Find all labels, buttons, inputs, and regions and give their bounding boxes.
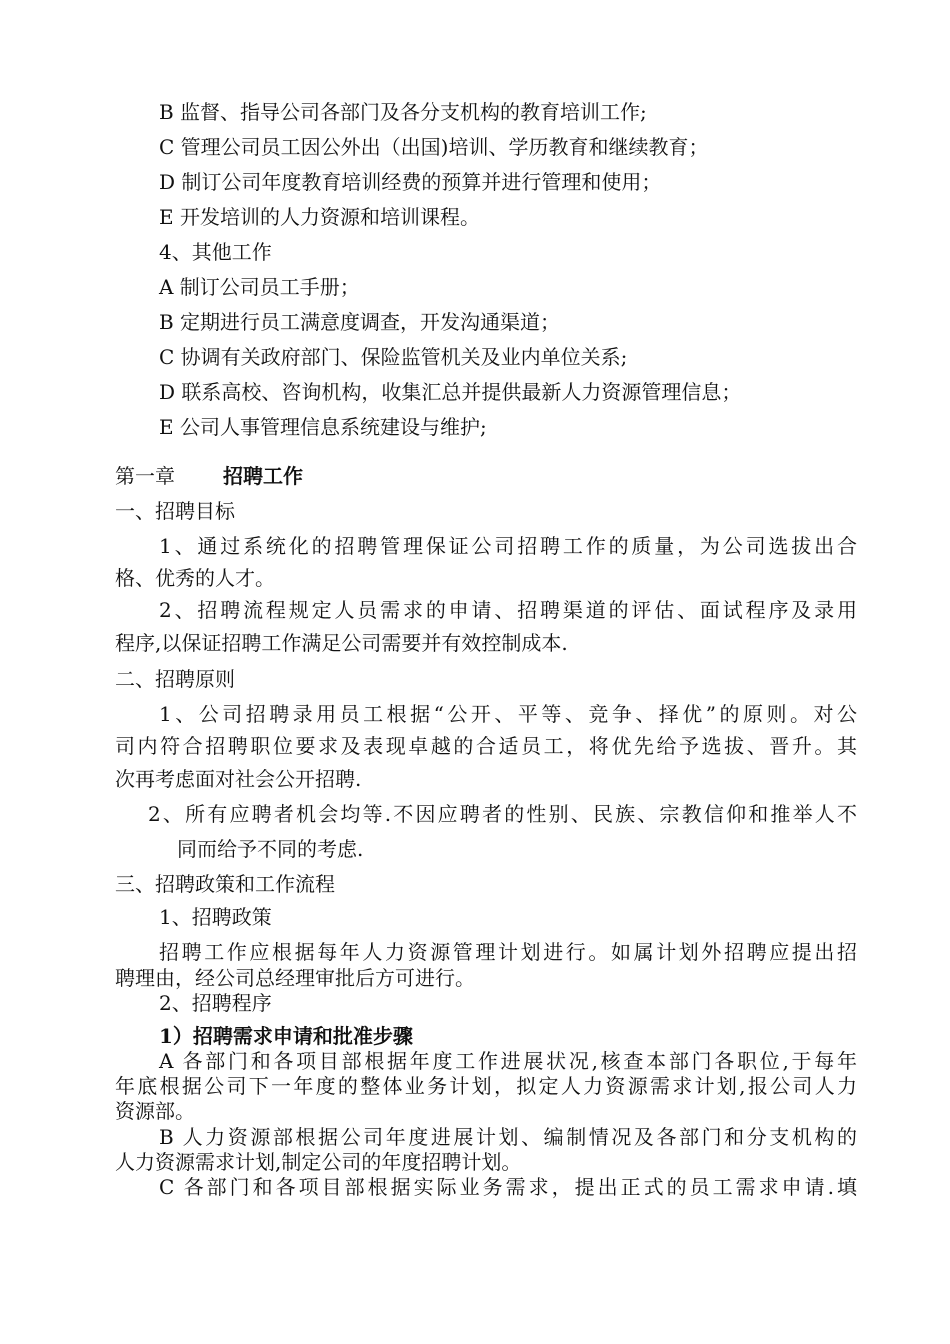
other-work-item-e: E 公司人事管理信息系统建设与维护;	[159, 415, 487, 439]
chapter-title: 招聘工作	[223, 464, 303, 488]
section2-p2-line1: 2、所有应聘者机会均等.不因应聘者的性别、民族、宗教信仰和推举人不	[148, 802, 857, 826]
chapter-label: 第一章	[115, 464, 175, 488]
other-work-item-d: D 联系高校、咨询机构，收集汇总并提供最新人力资源管理信息；	[159, 380, 742, 404]
section1-p1-line2: 格、优秀的人才。	[115, 566, 275, 590]
section2-p1-line1: 1、公司招聘录用员工根据“公开、平等、竞争、择优”的原则。对公	[159, 702, 857, 726]
other-work-heading: 4、其他工作	[159, 240, 272, 264]
other-work-item-b: B 定期进行员工满意度调查，开发沟通渠道；	[159, 310, 561, 334]
section1-p1-line1: 1、通过系统化的招聘管理保证公司招聘工作的质量，为公司选拔出合	[159, 534, 857, 558]
step-a-line3: 资源部。	[115, 1099, 195, 1123]
step-a-line2: 年底根据公司下一年度的整体业务计划，拟定人力资源需求计划,报公司人力	[115, 1074, 857, 1098]
other-work-item-a: A 制订公司员工手册；	[159, 275, 360, 299]
duty-item-d: D 制订公司年度教育培训经费的预算并进行管理和使用；	[159, 170, 662, 194]
step-b-line2: 人力资源需求计划,制定公司的年度招聘计划。	[115, 1150, 522, 1174]
step1-heading: 1）招聘需求申请和批准步骤	[159, 1024, 413, 1048]
policy-line2: 聘理由，经公司总经理审批后方可进行。	[115, 966, 475, 990]
step-a-line1: A 各部门和各项目部根据年度工作进展状况,核查本部门各职位,于每年	[159, 1049, 857, 1073]
section1-p2-line1: 2、招聘流程规定人员需求的申请、招聘渠道的评估、面试程序及录用	[159, 598, 857, 622]
step-b-line1: B 人力资源部根据公司年度进展计划、编制情况及各部门和分支机构的	[159, 1125, 857, 1149]
duty-item-c: C 管理公司员工因公外出（出国)培训、学历教育和继续教育；	[159, 135, 709, 159]
section3-heading: 三、招聘政策和工作流程	[115, 872, 335, 896]
section1-heading: 一、招聘目标	[115, 499, 235, 523]
policy-heading: 1、招聘政策	[159, 905, 272, 929]
section2-p1-line3: 次再考虑面对社会公开招聘.	[115, 767, 362, 791]
section2-p1-line2: 司内符合招聘职位要求及表现卓越的合适员工，将优先给予选拔、晋升。其	[115, 734, 857, 758]
section1-p2-line2: 程序,以保证招聘工作满足公司需要并有效控制成本.	[115, 631, 568, 655]
step-c-line1: C 各部门和各项目部根据实际业务需求，提出正式的员工需求申请.填	[159, 1175, 857, 1199]
duty-item-e: E 开发培训的人力资源和培训课程。	[159, 205, 480, 229]
policy-line1: 招聘工作应根据每年人力资源管理计划进行。如属计划外招聘应提出招	[159, 940, 857, 964]
other-work-item-c: C 协调有关政府部门、保险监管机关及业内单位关系;	[159, 345, 628, 369]
section2-p2-line2: 同而给予不同的考虑.	[177, 837, 364, 861]
procedure-heading: 2、招聘程序	[159, 991, 272, 1015]
section2-heading: 二、招聘原则	[115, 667, 235, 691]
duty-item-b: B 监督、指导公司各部门及各分支机构的教育培训工作;	[159, 100, 647, 124]
